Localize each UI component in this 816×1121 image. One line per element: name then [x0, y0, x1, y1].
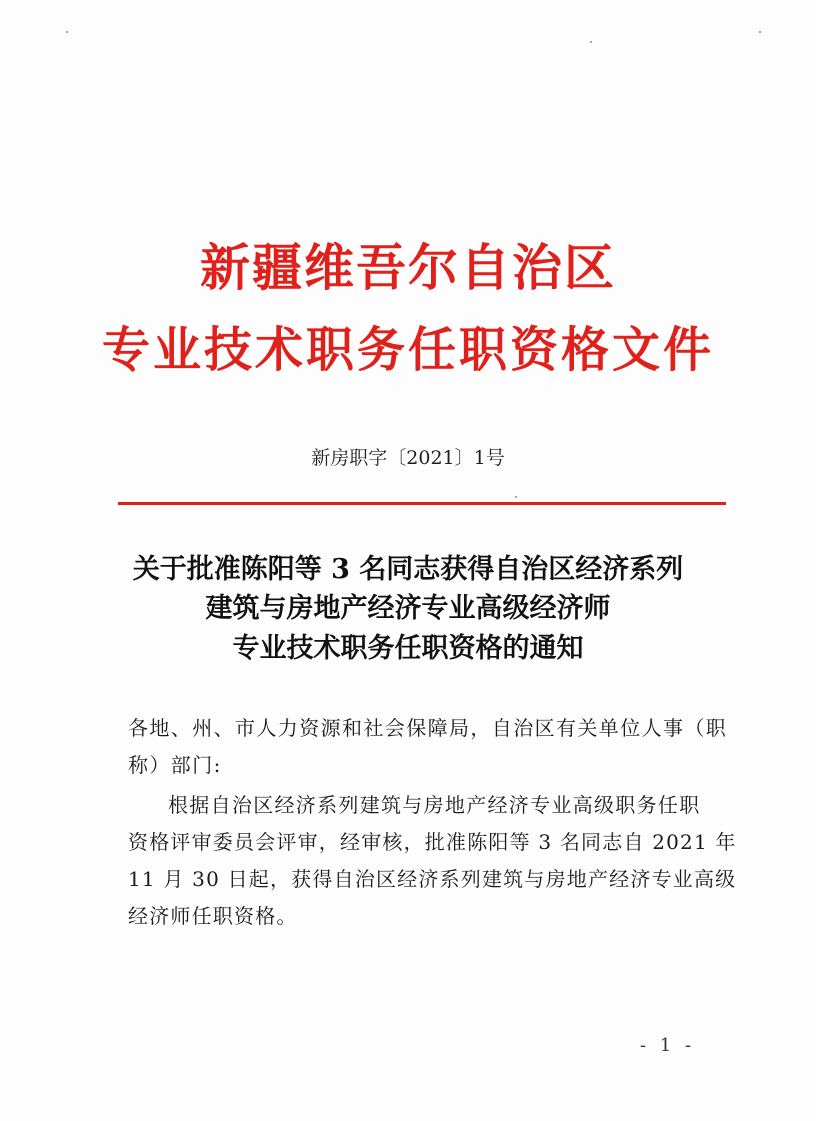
notice-title-line2: 建筑与房地产经济专业高级经济师	[205, 593, 611, 624]
body-paragraph-line4: 经济师任职资格。	[128, 904, 298, 928]
addressee-line1: 各地、州、市人力资源和社会保障局，自治区有关单位人事（职	[128, 716, 728, 740]
notice-title-line1: 关于批准陈阳等 3 名同志获得自治区经济系列	[132, 554, 684, 585]
document-header-line1: 新疆维吾尔自治区	[200, 238, 616, 297]
document-header-line2: 专业技术职务任职资格文件	[101, 322, 714, 378]
scan-speck	[759, 31, 761, 33]
addressee-line2: 称）部门:	[128, 753, 222, 777]
body-paragraph-line1: 根据自治区经济系列建筑与房地产经济专业高级职务任职	[168, 793, 701, 817]
scan-speck	[590, 41, 592, 43]
red-divider	[118, 502, 726, 505]
scan-speck	[66, 31, 68, 33]
scan-speck	[515, 496, 517, 498]
body-paragraph-line3: 11 月 30 日起，获得自治区经济系列建筑与房地产经济专业高级	[128, 867, 737, 891]
body-paragraph-line2: 资格评审委员会评审，经审核，批准陈阳等 3 名同志自 2021 年	[128, 830, 737, 854]
notice-title-line3: 专业技术职务任职资格的通知	[232, 633, 584, 664]
page-number: - 1 -	[640, 1035, 696, 1056]
document-number: 新房职字〔2021〕1号	[311, 447, 505, 469]
